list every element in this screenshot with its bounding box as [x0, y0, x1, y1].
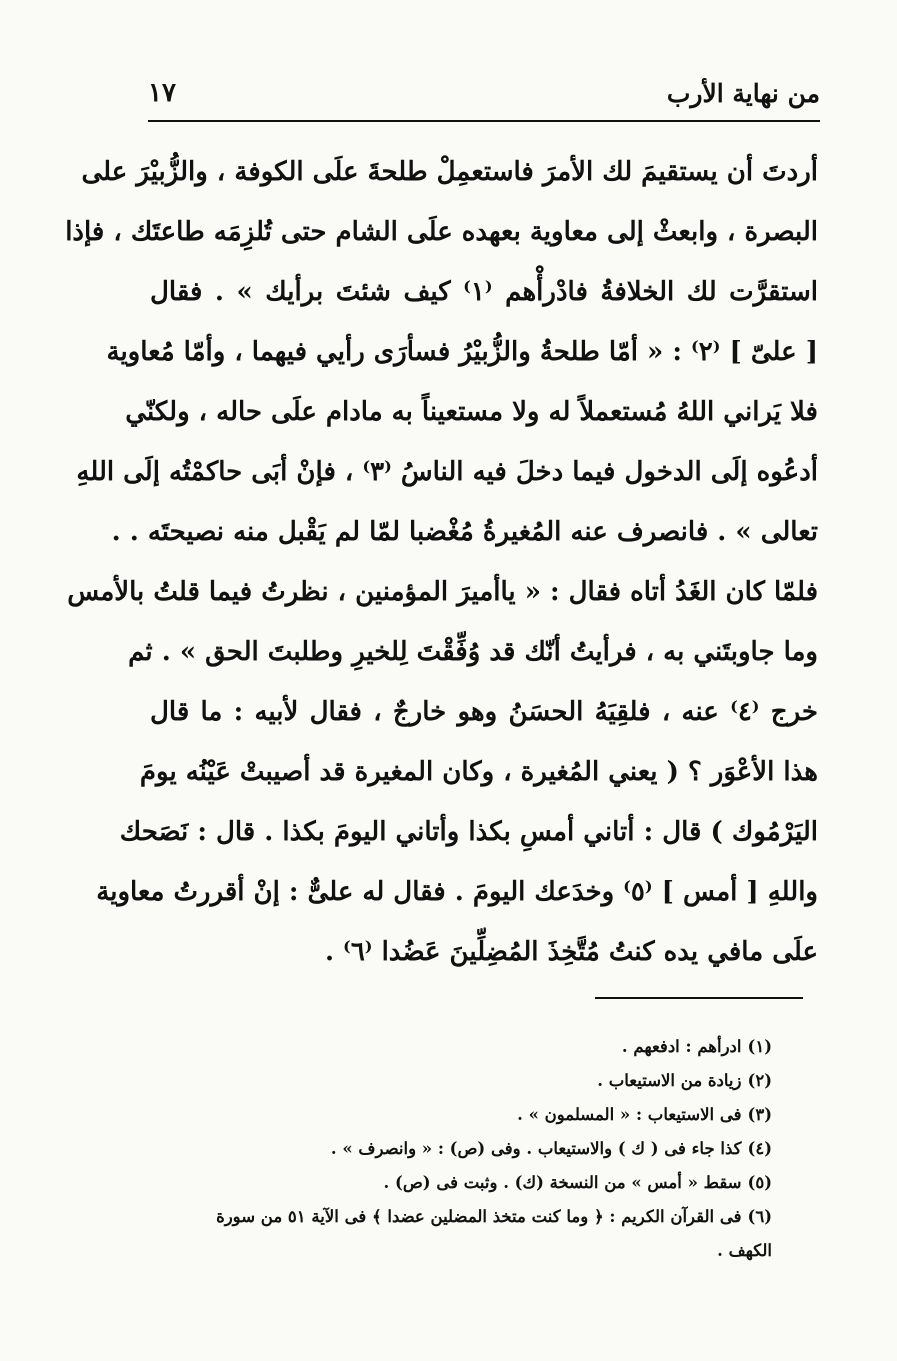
- footnote-separator: [595, 997, 803, 999]
- footnote-text: فى الاستيعاب : « المسلمون » .: [517, 1105, 742, 1124]
- running-header: [148, 68, 820, 118]
- footnote: [130, 1166, 772, 1200]
- text-line: أدعُوه إلَى الدخول فيما دخلَ فيه الناسُ ⁽٣⁾ ، فإنْ أبَى حاكمْتُه إلَى اللهِ: [76, 457, 818, 487]
- footnote: [130, 1200, 772, 1234]
- footnote-text: سقط « أمس » من النسخة (ك) . وثبت فى (ص) .: [383, 1173, 742, 1192]
- footnote-number: (١): [747, 1037, 772, 1056]
- header-rule: [148, 120, 820, 122]
- text-line: علَى مافي يده كنتُ مُتَّخِذَ المُضِلِّينَ عَضُدا ⁽٦⁾ .: [324, 937, 818, 967]
- text-line: [ علىّ ] ⁽٢⁾ : « أمّا طلحةُ والزُّبيْرُ فسأرَى رأيي فيهما ، وأمّا مُعاوية: [106, 337, 818, 367]
- footnote-number: (٣): [747, 1105, 772, 1124]
- footnote: [130, 1030, 772, 1064]
- footnotes: [130, 1030, 772, 1268]
- footnote: [130, 1132, 772, 1166]
- footnote-number: (٤): [747, 1139, 772, 1158]
- footnote-text: زيادة من الاستيعاب .: [597, 1071, 742, 1090]
- text-line: واللهِ [ أمس ] ⁽٥⁾ وخدَعك اليومَ . فقال له علىٌّ : إنْ أقررتُ معاوية: [96, 877, 818, 907]
- footnote: [130, 1098, 772, 1132]
- footnote: [130, 1064, 772, 1098]
- footnote-text: كذا جاء فى ( ك ) والاستيعاب . وفى (ص) : « وانصرف » .: [330, 1139, 742, 1158]
- main-text: [65, 142, 818, 982]
- running-title: من نهاية الأرب: [666, 78, 820, 108]
- text-line: البصرة ، وابعثْ إلى معاوية بعهده علَى الشام حتى تُلزِمَه طاعتَك ، فإذا: [65, 217, 818, 247]
- text-line: اليَرْمُوك ) قال : أتاني أمسِ بكذا وأتاني اليومَ بكذا . قال : نَصَحك: [119, 817, 818, 847]
- page-number: ١٧: [148, 78, 176, 108]
- footnote-number: (٦): [747, 1207, 772, 1226]
- footnote-number: (٥): [747, 1173, 772, 1192]
- footnote-continuation: الكهف .: [717, 1241, 772, 1260]
- text-line: فلا يَراني اللهُ مُستعملاً له ولا مستعيناً به مادام علَى حاله ، ولكنّي: [125, 397, 818, 427]
- text-line: استقرَّت لك الخلافةُ فادْرأْهم ⁽١⁾ كيف شئتَ برأيك » . فقال: [150, 277, 818, 307]
- footnote-text: فى القرآن الكريم : ﴿ وما كنت متخذ المضلين عضدا ﴾ فى الآية ٥١ من سورة: [216, 1207, 742, 1226]
- text-line: فلمّا كان الغَدُ أتاه فقال : « ياأميرَ المؤمنين ، نظرتُ فيما قلتُ بالأمس: [67, 577, 818, 607]
- text-line: خرج ⁽٤⁾ عنه ، فلقِيَهُ الحسَنُ وهو خارجٌ ، فقال لأبيه : ما قال: [150, 697, 818, 727]
- text-line: هذا الأعْوَر ؟ ( يعني المُغيرة ، وكان المغيرة قد أصيبتْ عَيْنُه يومَ: [139, 757, 818, 787]
- text-line: تعالى » . فانصرف عنه المُغيرةُ مُغْضبا لمّا لم يَقْبل منه نصيحتَه . .: [111, 517, 818, 547]
- footnote-text: ادرأهم : ادفعهم .: [621, 1037, 742, 1056]
- footnote-number: (٢): [747, 1071, 772, 1090]
- text-line: أردتَ أن يستقيمَ لك الأمرَ فاستعمِلْ طلحةَ علَى الكوفة ، والزُّبيْرَ على: [81, 157, 818, 187]
- text-line: وما جاوبتَني به ، فرأيتُ أنّك قد وُفِّقْتَ لِلخيرِ وطلبتَ الحق » . ثم: [128, 637, 818, 667]
